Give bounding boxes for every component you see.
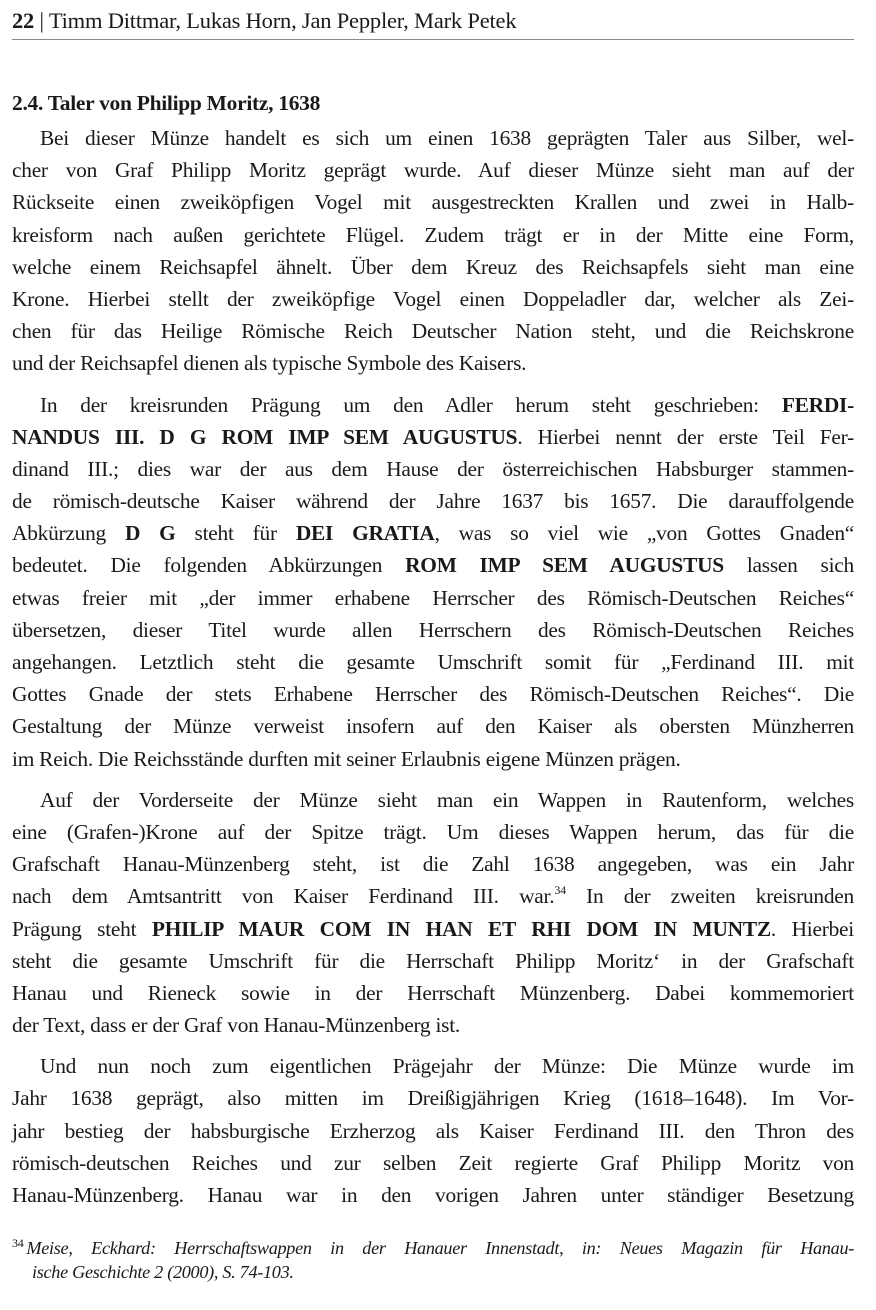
text-segment: im Reich. Die Reichsstände durften mit seiner Erlaubnis eigene Münzen prägen.: [12, 746, 681, 771]
footnote: [12, 1236, 854, 1284]
text-segment: jahr bestieg der habsburgische Erzherzog als Kaiser Ferdinand III. den Thron des: [12, 1118, 854, 1143]
text-line: [12, 1009, 854, 1041]
text-line: [12, 913, 854, 945]
text-segment: eine (Grafen-)Krone auf der Spitze trägt. Um dieses Wappen herum, das für die: [12, 819, 854, 844]
text-line: [12, 710, 854, 742]
text-segment: Krone. Hierbei stellt der zweiköpfige Vogel einen Doppeladler dar, welcher als Zei-: [12, 286, 854, 311]
bold-inscription: FERDI-: [781, 392, 854, 417]
text-segment: Prägung steht: [12, 916, 152, 941]
header-rule: [12, 39, 854, 40]
text-line: [12, 816, 854, 848]
text-segment: welche einem Reichsapfel ähnelt. Über dem Kreuz des Reichsapfels sieht man eine: [12, 254, 854, 279]
text-line: [12, 186, 854, 218]
text-segment: Jahr 1638 geprägt, also mitten im Dreißigjährigen Krieg (1618–1648). Im Vor-: [12, 1086, 854, 1111]
text-line: [12, 485, 854, 517]
text-segment: Grafschaft Hanau-Münzenberg steht, ist die Zahl 1638 angegeben, was ein Jahr: [12, 852, 854, 877]
paragraph: [12, 122, 854, 380]
text-segment: Und nun noch zum eigentlichen Prägejahr der Münze: Die Münze wurde im: [40, 1054, 854, 1079]
text-segment: Auf der Vorderseite der Münze sieht man ein Wappen in Rautenform, welches: [40, 787, 854, 812]
text-line: [12, 549, 854, 581]
text-segment: nach dem Amtsantritt von Kaiser Ferdinand III. war.: [12, 884, 555, 909]
text-line: [12, 517, 854, 549]
text-line: [12, 122, 854, 154]
text-line: [12, 945, 854, 977]
footnote-text-1: Meise, Eckhard: Herrschaftswappen in der Hanauer Innenstadt, in: Neues Magazin für Hanau-: [26, 1238, 854, 1258]
text-segment: , was so viel wie „von Gottes Gnaden“: [434, 521, 855, 546]
text-segment: steht die gesamte Umschrift für die Herrschaft Philipp Moritz‘ in der Grafschaft: [12, 948, 854, 973]
text-line: [12, 848, 854, 880]
text-line: [12, 646, 854, 678]
text-segment: der Text, dass er der Graf von Hanau-Münzenberg ist.: [12, 1013, 461, 1038]
text-segment: Hanau und Rieneck sowie in der Herrschaft Münzenberg. Dabei kommemoriert: [12, 980, 854, 1005]
text-segment: cher von Graf Philipp Moritz geprägt wurde. Auf dieser Münze sieht man auf der: [12, 158, 854, 183]
text-line: [12, 784, 854, 816]
paragraph: [12, 784, 854, 1042]
header-separator: |: [34, 8, 49, 33]
running-head: [12, 6, 854, 36]
bold-inscription: D G: [124, 521, 176, 546]
text-line: [12, 1147, 854, 1179]
text-segment: angehangen. Letztlich steht die gesamte Umschrift somit für „Ferdinand III. mit: [12, 650, 854, 674]
bold-inscription: DEI GRATIA: [295, 521, 435, 546]
text-line: [12, 219, 854, 251]
text-line: [12, 1050, 854, 1082]
text-line: [12, 977, 854, 1009]
text-segment: In der zweiten kreisrunden: [565, 884, 854, 909]
text-line: [12, 421, 854, 453]
footnote-text-2: ische Geschichte 2 (2000), S. 74-103.: [32, 1262, 294, 1282]
text-line: [12, 1082, 854, 1114]
page-number: 22: [12, 8, 35, 33]
text-segment: Hanau-Münzenberg. Hanau war in den vorigen Jahren unter ständiger Besetzung: [12, 1183, 854, 1207]
bold-inscription: PHILIP MAUR COM IN HAN ET RHI DOM IN MUNTZ: [151, 916, 771, 941]
text-segment: de römisch-deutsche Kaiser während der Jahre 1637 bis 1657. Die darauffolgende: [12, 489, 854, 514]
header-authors: Timm Dittmar, Lukas Horn, Jan Peppler, Mark Petek: [48, 8, 517, 33]
text-line: [12, 283, 854, 315]
text-segment: bedeutet. Die folgenden Abkürzungen: [12, 553, 406, 578]
text-segment: römisch-deutschen Reiches und zur selben Zeit regierte Graf Philipp Moritz von: [12, 1150, 854, 1175]
text-segment: kreisform nach außen gerichtete Flügel. Zudem trägt er in der Mitte eine Form,: [12, 222, 854, 247]
footnote-number: 34: [12, 1236, 24, 1250]
text-segment: . Hierbei nennt der erste Teil Fer-: [517, 424, 854, 449]
text-segment: und der Reichsapfel dienen als typische Symbole des Kaisers.: [12, 351, 527, 376]
text-segment: Gottes Gnade der stets Erhabene Herrscher des Römisch-Deutschen Reiches“. Die: [12, 682, 854, 707]
footnote-reference: 34: [554, 883, 566, 898]
text-segment: lassen sich: [723, 553, 854, 578]
text-line: [12, 154, 854, 186]
text-segment: etwas freier mit „der immer erhabene Herrscher des Römisch-Deutschen Reiches“: [12, 585, 854, 610]
footnote-line: [12, 1236, 854, 1260]
text-line: [12, 315, 854, 347]
text-line: [12, 1115, 854, 1147]
text-segment: . Hierbei: [770, 916, 854, 941]
text-line: [12, 743, 854, 775]
text-line: [12, 1179, 854, 1211]
text-line: [12, 678, 854, 710]
paragraph: [12, 1050, 854, 1211]
text-line: [12, 582, 854, 614]
text-segment: chen für das Heilige Römische Reich Deutscher Nation steht, und die Reichskrone: [12, 319, 854, 344]
bold-inscription: NANDUS III. D G ROM IMP SEM AUGUSTUS: [12, 424, 518, 449]
text-segment: Abkürzung: [12, 521, 125, 546]
paragraph: [12, 389, 854, 775]
footnote-line: [12, 1260, 854, 1284]
body-text: [12, 122, 854, 1220]
text-segment: dinand III.; dies war der aus dem Hause der österreichischen Habsburger stammen-: [12, 456, 854, 481]
text-segment: übersetzen, dieser Titel wurde allen Herrschern des Römisch-Deutschen Reiches: [12, 617, 854, 642]
text-line: [12, 389, 854, 421]
text-segment: Gestaltung der Münze verweist insofern auf den Kaiser als obersten Münzherren: [12, 714, 854, 739]
text-line: [12, 347, 854, 379]
text-segment: In der kreisrunden Prägung um den Adler herum steht geschrieben:: [40, 392, 782, 417]
text-segment: steht für: [175, 521, 296, 546]
text-line: [12, 614, 854, 646]
bold-inscription: ROM IMP SEM AUGUSTUS: [405, 553, 724, 578]
section-title: 2.4. Taler von Philipp Moritz, 1638: [12, 91, 321, 115]
text-segment: Rückseite einen zweiköpfigen Vogel mit ausgestreckten Krallen und zwei in Halb-: [12, 190, 854, 215]
text-line: [12, 880, 854, 912]
text-line: [12, 453, 854, 485]
text-line: [12, 251, 854, 283]
text-segment: Bei dieser Münze handelt es sich um einen 1638 geprägten Taler aus Silber, wel-: [40, 126, 854, 150]
